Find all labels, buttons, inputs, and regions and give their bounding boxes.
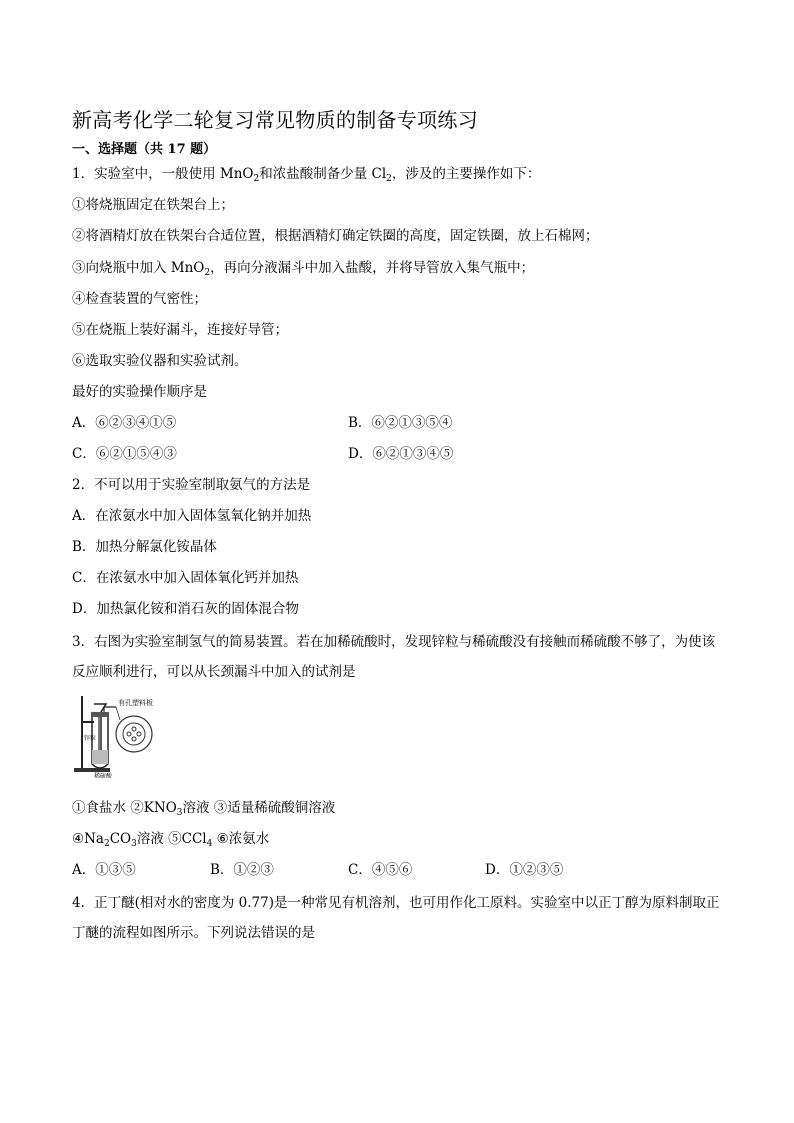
fig-label-zinc: 锌粒 (84, 735, 97, 742)
q1-step-3: ③向烧瓶中加入 MnO$_2$，再向分液漏斗中加入盐酸，并将导管放入集气瓶中； (72, 260, 535, 278)
page-title: 新高考化学二轮复习常见物质的制备专项练习 (72, 108, 478, 132)
q4-stem: 4．正丁醚(相对水的密度为 0.77)是一种常见有机溶剂，也可用作化工原料。实验室中以正丁醇为原料制取正丁醚的流程如图所示。下列说法错误的是 (72, 895, 720, 941)
q1-question: 最好的实验操作顺序是 (72, 384, 207, 400)
q2-option-b: B．加热分解氯化铵晶体 (72, 539, 217, 555)
fig-label-plate: 有孔塑料板 (118, 699, 153, 707)
q3-option-c: C．④⑤⑥ (348, 862, 413, 878)
q2-option-d: D．加热氯化铵和消石灰的固体混合物 (72, 601, 299, 617)
section-heading: 一、选择题（共 17 题） (72, 142, 217, 157)
q1-step-5: ⑤在烧瓶上装好漏斗，连接好导管； (72, 322, 288, 338)
q1-option-b: B．⑥②①③⑤④ (348, 415, 453, 431)
q1-stem: 1．实验室中，一般使用 MnO$_2$和浓盐酸制备少量 $Cl_2$，涉及的主要操作如下： (72, 166, 541, 184)
q1-option-a: A．⑥②③④①⑤ (72, 415, 177, 431)
q3-choices-line-1: ①食盐水 $②KNO_3$溶液 ③适量稀硫酸铜溶液 (72, 800, 336, 818)
q3-option-d: D．①②③⑤ (485, 862, 564, 878)
q2-option-c: C．在浓氨水中加入固体氧化钙并加热 (72, 570, 299, 586)
q1-option-d: D．⑥②①③④⑤ (348, 446, 454, 462)
q1-option-c: C．⑥②①⑤④③ (72, 446, 177, 462)
q1-step-6: ⑥选取实验仪器和实验试剂。 (72, 353, 248, 369)
q1-step-2: ②将酒精灯放在铁架台合适位置，根据酒精灯确定铁圈的高度，固定铁圈，放上石棉网； (72, 228, 599, 244)
hydrogen-apparatus-figure (72, 692, 158, 778)
q3-option-b: B．①②③ (210, 862, 274, 878)
q2-stem: 2．不可以用于实验室制取氨气的方法是 (72, 477, 311, 493)
apparatus-diagram (72, 692, 158, 778)
q1-step-4: ④检查装置的气密性； (72, 291, 207, 307)
q2-option-a: A．在浓氨水中加入固体氢氧化钠并加热 (72, 508, 312, 524)
fig-label-acid: 稀硫酸 (94, 773, 113, 778)
q3-choices-line-2: $④Na_2CO_3$溶液 ⑤CCl$_4$ ⑥浓氨水 (72, 831, 270, 849)
q3-option-a: A．①③⑤ (72, 862, 136, 878)
q1-step-1: ①将烧瓶固定在铁架台上； (72, 197, 234, 213)
q3-stem: 3．右图为实验室制氢气的简易装置。若在加稀硫酸时，发现锌粒与稀硫酸没有接触而稀硫酸不够了，为使该反应顺利进行，可以从长颈漏斗中加入的试剂是 (72, 634, 716, 680)
